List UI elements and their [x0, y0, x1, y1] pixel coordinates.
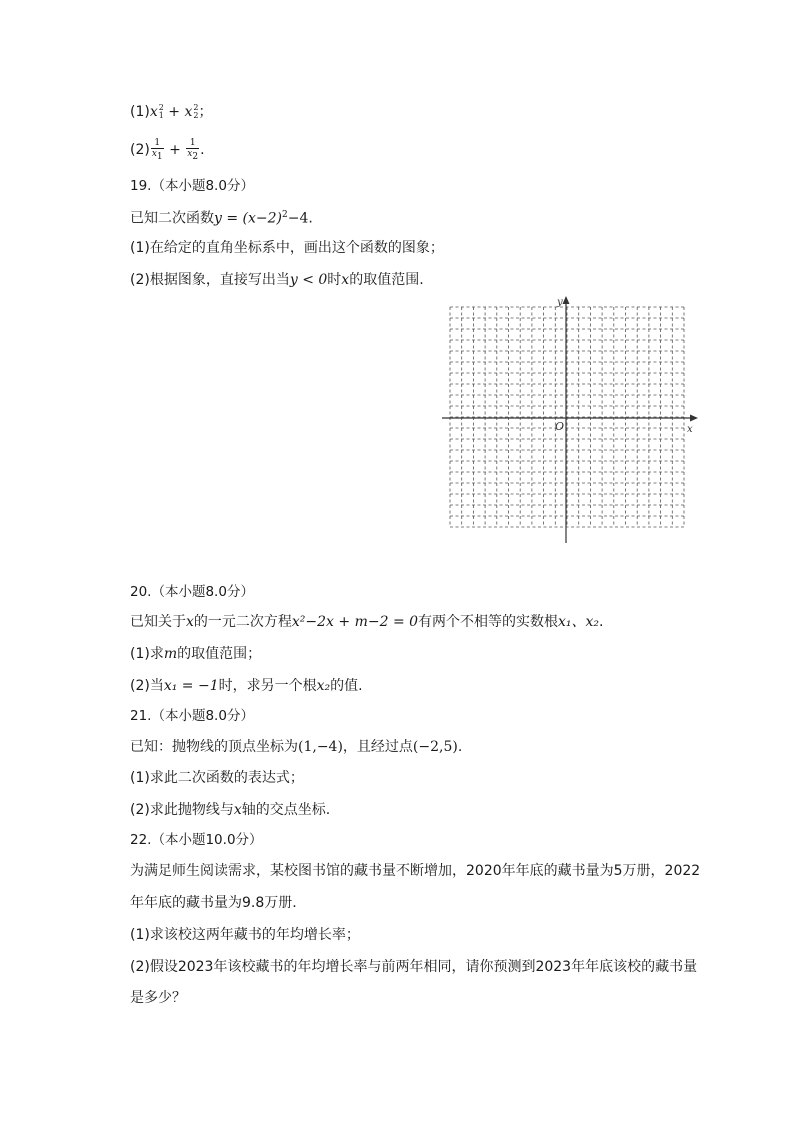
q21-point: (−2,5) [412, 739, 458, 755]
q20-part2-text: (2)当 [130, 678, 164, 694]
q19-function-exponent: 2 [282, 210, 288, 220]
q19-part2 [130, 270, 424, 290]
q20-part2-mid: 时，求另一个根 [218, 678, 317, 694]
y-axis-arrow-icon [563, 296, 570, 304]
q19-function: y = (x−2) [214, 210, 282, 227]
q20-part1-text: (1)求 [130, 646, 164, 662]
q20-stem-text-b: 的一元二次方程 [193, 614, 292, 630]
q19-header: 19.（本小题8.0分） [130, 178, 254, 194]
q21-part2 [130, 800, 330, 820]
q20-part2 [130, 676, 363, 696]
q22-part1: (1)求该校这两年藏书的年均增长率； [130, 927, 360, 943]
q19-stem [130, 205, 313, 229]
origin-label: O [555, 420, 565, 433]
q18-part2 [130, 138, 205, 162]
q20-roots: x₁、x₂ [558, 614, 600, 630]
q21-vertex: (1,−4) [298, 739, 343, 755]
q21-part1: (1)求此二次函数的表达式； [130, 770, 304, 786]
q18-part1-label: (1) [130, 104, 150, 120]
q19-stem-end: . [308, 210, 313, 227]
q20-part2-tail: 的值. [330, 678, 363, 694]
q21-stem-text-b: ，且经过点 [342, 739, 413, 755]
q19-part2-variable: x [341, 272, 350, 288]
q20-header: 20.（本小题8.0分） [130, 584, 254, 600]
q20-stem-text-c: 有两个不相等的实数根 [418, 614, 559, 630]
q20-stem-text: 已知关于 [130, 614, 186, 630]
q18-part1-end: ； [198, 104, 213, 120]
q21-part2-text: (2)求此抛物线与 [130, 802, 234, 818]
x-axis-arrow-icon [690, 415, 698, 422]
q22-stem-line1: 为满足师生阅读需求，某校图书馆的藏书量不断增加，2020年年底的藏书量为5万册，2022 [130, 863, 701, 879]
q22-header: 22.（本小题10.0分） [130, 832, 263, 848]
q20-equation: x²−2x + m−2 = 0 [291, 614, 419, 630]
q19-part1: (1)在给定的直角坐标系中，画出这个函数的图象； [130, 240, 444, 256]
q20-part2-variable: x₂ [316, 678, 331, 694]
q20-part1-variable: m [163, 646, 178, 662]
q21-stem-text: 已知：抛物线的顶点坐标为 [130, 739, 298, 755]
x-axis-label: x [687, 424, 693, 435]
q19-function-tail: −4 [287, 210, 309, 227]
y-axis-label: y [557, 297, 563, 308]
coordinate-grid-svg [440, 295, 700, 545]
q18-part2-end: . [200, 141, 205, 158]
q20-stem-end: . [599, 614, 604, 630]
q20-stem [130, 612, 604, 632]
q18-part1-expression: x 2 1 + x 2 2 [149, 103, 199, 120]
q22-part2-line2: 是多少？ [130, 990, 186, 1006]
q22-part2-line1: (2)假设2023年该校藏书的年均增长率与前两年相同，请你预测到2023年年底该校的藏书量 [130, 959, 698, 975]
q21-stem [130, 737, 462, 757]
q19-part2-mid: 时 [327, 272, 342, 288]
q18-part1 [130, 102, 212, 122]
q19-part2-condition: y < 0 [289, 272, 328, 288]
q19-part2-text: (2)根据图象，直接写出当 [130, 272, 290, 288]
q20-part2-equation: x₁ = −1 [163, 678, 219, 694]
q19-part2-tail: 的取值范围. [349, 272, 424, 288]
q21-header: 21.（本小题8.0分） [130, 708, 254, 724]
grid-lines [450, 307, 684, 527]
q18-part2-label: (2) [130, 141, 150, 158]
q21-part2-variable: x [233, 802, 242, 818]
q18-part2-expression: $\frac{1}{x_1}$ + $\frac{1}{x_2}$ [151, 138, 199, 162]
q21-part2-tail: 轴的交点坐标. [241, 802, 331, 818]
q19-stem-text: 已知二次函数 [130, 210, 214, 227]
q22-stem-line2: 年年底的藏书量为9.8万册. [130, 895, 297, 911]
coordinate-grid [440, 295, 700, 545]
q21-stem-end: . [457, 739, 463, 755]
q20-part1-tail: 的取值范围； [177, 646, 262, 662]
q20-stem-variable: x [186, 614, 194, 630]
q20-part1 [130, 644, 261, 664]
